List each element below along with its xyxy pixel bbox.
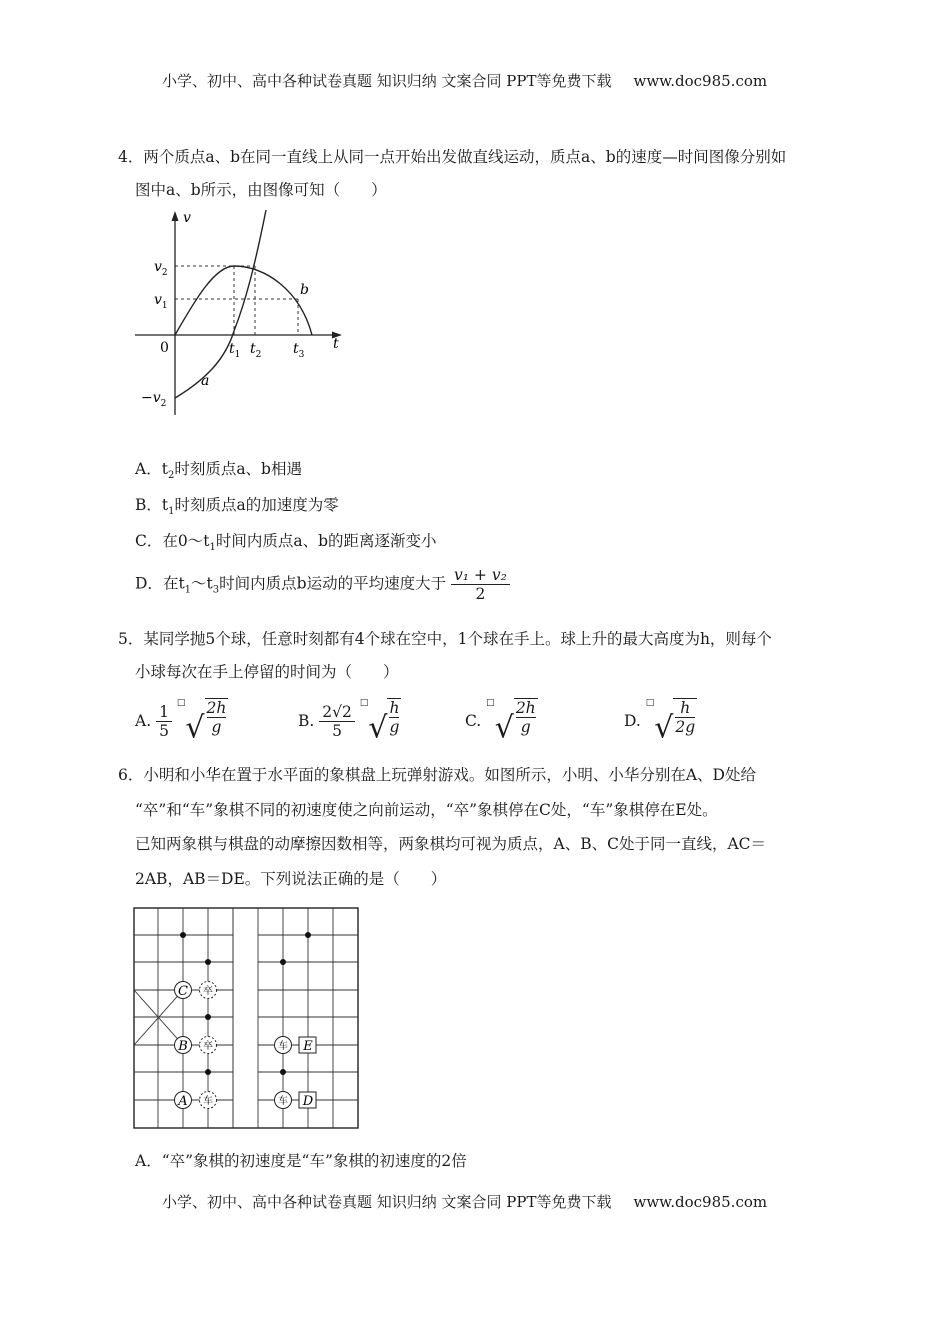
v-axis-arrow <box>172 211 179 221</box>
header-text: 小学、初中、高中各种试卷真题 知识归纳 文案合同 PPT等免费下载 <box>162 72 612 90</box>
t2-label: $t_2$ <box>250 341 262 360</box>
q6-line1: 6．小明和小华在置于水平面的象棋盘上玩弹射游戏。如图所示，小明、小华分别在A、D处给 <box>118 766 756 784</box>
q4-option-d[interactable]: D．在$t_1\sim t_3$时间内质点b运动的平均速度大于 $\frac{\text{v₁ + v₂}}{2}$ <box>135 566 510 603</box>
q6-line2: “卒”和“车”象棋不同的初速度使之向前运动，“卒”象棋停在C处，“车”象棋停在E处。 <box>135 800 718 819</box>
origin-label: 0 <box>160 340 169 356</box>
q5-line2: 小球每次在手上停留的时间为（ ） <box>135 663 399 681</box>
q6-line3: 已知两象棋与棋盘的动摩擦因数相等，两象棋均可视为质点，A、B、C处于同一直线，AC＝ <box>135 835 766 853</box>
q6-option-a[interactable]: A．“卒”象棋的初速度是“车”象棋的初速度的2倍 <box>135 1152 467 1170</box>
q5-option-a[interactable]: A. $\frac{1}{5}$ □√ $\frac{2h}{g}$ <box>135 698 227 746</box>
v2-label: $v_2$ <box>154 259 168 278</box>
axis-t-label: t <box>333 336 339 352</box>
curve-b-label: b <box>300 282 309 298</box>
v1-label: $v_1$ <box>154 292 168 311</box>
board-grid <box>134 908 358 1128</box>
q5-option-c[interactable]: C. □√ $\frac{2h}{g}$ <box>465 698 536 746</box>
marker-c-label: C <box>178 984 188 999</box>
che-piece-d-label: 车 <box>278 1096 288 1107</box>
board-dots <box>180 932 311 1075</box>
marker-d-label: D <box>302 1094 314 1109</box>
question-6-stem <box>118 758 858 896</box>
q4-d-fraction: $\frac{\text{v₁ + v₂}}{2}$ <box>451 566 510 603</box>
question-5-stem <box>118 623 858 689</box>
question-4-stem <box>118 141 858 207</box>
che-piece-e-label: 车 <box>278 1041 288 1052</box>
q6-line4: 2AB，AB＝DE。下列说法正确的是（ ） <box>135 869 447 888</box>
page-header <box>162 70 767 91</box>
page-footer <box>162 1191 767 1212</box>
curve-a <box>175 210 266 398</box>
zu-piece-b-label: 卒 <box>203 1041 213 1052</box>
curve-b <box>175 266 312 335</box>
vt-graph <box>130 205 360 420</box>
q4-line2: 图中a、b所示，由图像可知（ ） <box>135 181 387 199</box>
marker-a-label: A <box>178 1094 188 1109</box>
footer-url: www.doc985.com <box>633 1193 768 1211</box>
zu-piece-c-label: 卒 <box>203 986 213 997</box>
che-piece-a-label: 车 <box>203 1096 213 1107</box>
q4-option-b[interactable]: B．$t_1$时刻质点a的加速度为零 <box>135 496 339 518</box>
q5-option-d[interactable]: D. □√ $\frac{h}{2g}$ <box>624 698 696 746</box>
footer-text: 小学、初中、高中各种试卷真题 知识归纳 文案合同 PPT等免费下载 <box>162 1193 612 1211</box>
q5-option-b[interactable]: B. $\frac{2√2}{5}$ □√ $\frac{h}{g}$ <box>298 698 400 746</box>
axis-v-label: v <box>183 210 191 226</box>
q5-line1: 5．某同学抛5个球，任意时刻都有4个球在空中，1个球在手上。球上升的最大高度为h，则每个 <box>118 630 772 648</box>
curve-a-label: a <box>201 373 210 389</box>
t3-label: $t_3$ <box>293 341 305 360</box>
q4-line1: 4．两个质点a、b在同一直线上从同一点开始出发做直线运动，质点a、b的速度—时间图像分别如 <box>118 148 787 166</box>
q4-option-a[interactable]: A．$t_2$时刻质点a、b相遇 <box>135 460 302 482</box>
q4-option-c[interactable]: C．在$0\sim t_1$时间内质点a、b的距离逐渐变小 <box>135 532 437 554</box>
marker-e-label: E <box>303 1039 313 1054</box>
header-url: www.doc985.com <box>633 72 768 90</box>
neg-v2-label: $-v_2$ <box>141 390 167 409</box>
marker-b-label: B <box>178 1039 188 1054</box>
t1-label: $t_1$ <box>229 341 241 360</box>
chess-board <box>133 907 359 1129</box>
